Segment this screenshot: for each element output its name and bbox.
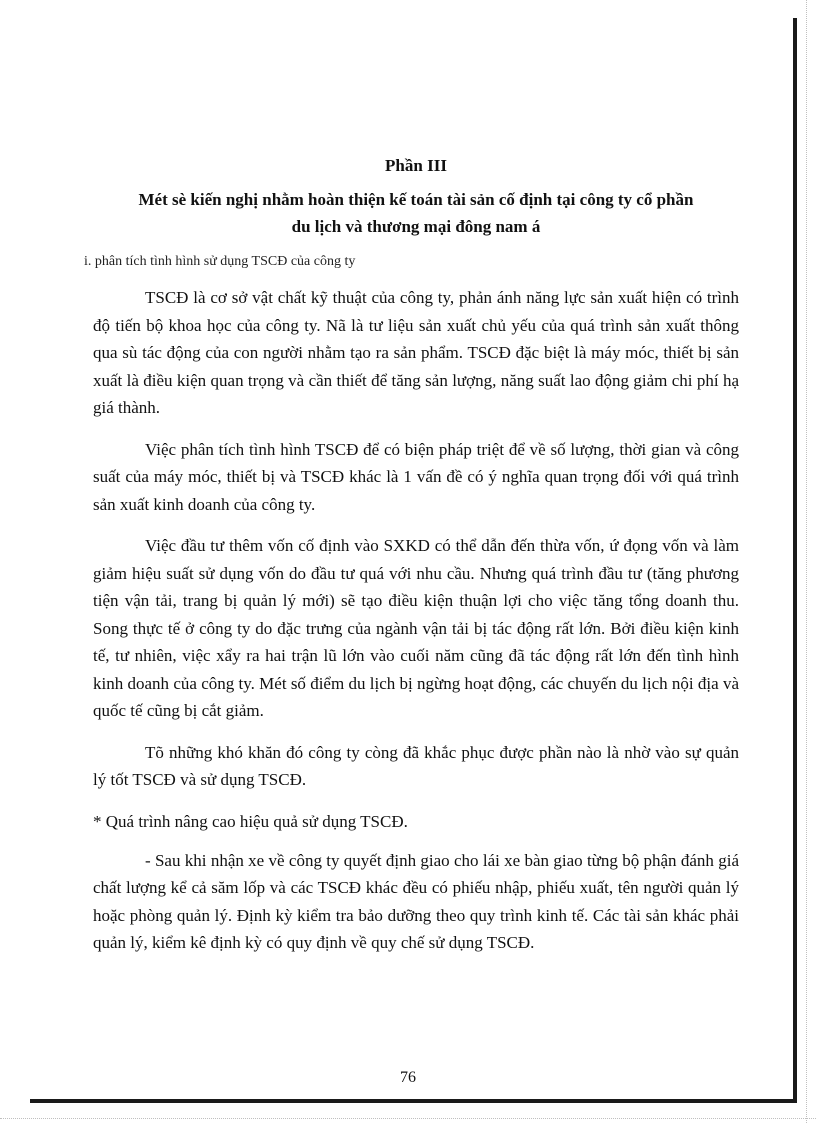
page-edge-dotted-right [806,0,807,1123]
page-content [84,152,739,971]
part-title: Phần III [385,156,447,175]
paragraph-1: TSCĐ là cơ sở vật chất kỹ thuật của công ty, phản ánh năng lực sản xuất hiện có trình độ tiến bộ khoa học của công ty. Nã là tư liệu sản xuất chủ yếu của quá trình sản xuất thông qua sù tác động của con người nhằm tạo ra sản phẩm. TSCĐ đặc biệt là máy móc, thiết bị sản xuất là điều kiện quan trọng và cần thiết để tăng sản lượng, năng suất lao động giảm chi phí hạ giá thành. [93,288,739,417]
page-edge-dotted-bottom [0,1118,816,1119]
page-number: 76 [400,1069,416,1086]
page-border-bottom [30,1099,797,1103]
dash-paragraph: - Sau khi nhận xe về công ty quyết định giao cho lái xe bàn giao từng bộ phận đánh giá chất lượng kể cả săm lốp và các TSCĐ khác đều có phiếu nhập, phiếu xuất, tên người quản lý hoặc phòng quản lý. Định kỳ kiểm tra bảo dưỡng theo quy trình kinh tế. Các tài sản khác phải quản lý, kiểm kê định kỳ có quy định về quy chế sử dụng TSCĐ. [93,850,739,952]
section-title-line-1: Mét sè kiến nghị nhằm hoàn thiện kế toán tài sản cố định tại công ty cổ phần [138,190,694,209]
page-border-right [793,18,797,1100]
subheading: i. phân tích tình hình sử dụng TSCĐ của công ty [84,254,356,269]
paragraph-3: Việc đầu tư thêm vốn cố định vào SXKD có thể dẫn đến thừa vốn, ứ đọng vốn và làm giảm hiệu suất sử dụng vốn do đầu tư quá với nhu cầu. Nhưng quá trình đầu tư (tăng phương tiện vận tải, trang bị quản lý mới) sẽ tạo điều kiện thuận lợi cho việc tăng tổng doanh thu. Song thực tế ở công ty do đặc trưng của ngành vận tải bị tác động rất lớn. Bởi điều kiện kinh tế, tư nhiên, việc xẩy ra hai trận lũ lớn vào cuối năm cũng đã tác động rất lớn đến tình hình kinh doanh của công ty. Mét số điểm du lịch bị ngừng hoạt động, các chuyến du lịch nội địa và quốc tế cũng bị cắt giảm. [93,536,739,720]
bullet-heading: * Quá trình nâng cao hiệu quả sử dụng TSCĐ. [93,811,408,831]
paragraph-4: Tõ những khó khăn đó công ty còng đã khắc phục được phần nào là nhờ vào sự quản lý tốt TSCĐ và sử dụng TSCĐ. [93,742,739,789]
section-title-line-2: du lịch và thương mại đông nam á [291,217,541,236]
section-title [93,186,739,240]
paragraph-2: Việc phân tích tình hình TSCĐ để có biện pháp triệt để về số lượng, thời gian và công suất của máy móc, thiết bị và TSCĐ khác là 1 vấn đề có ý nghĩa quan trọng đối với quá trình sản xuất kinh doanh của công ty. [93,439,739,514]
